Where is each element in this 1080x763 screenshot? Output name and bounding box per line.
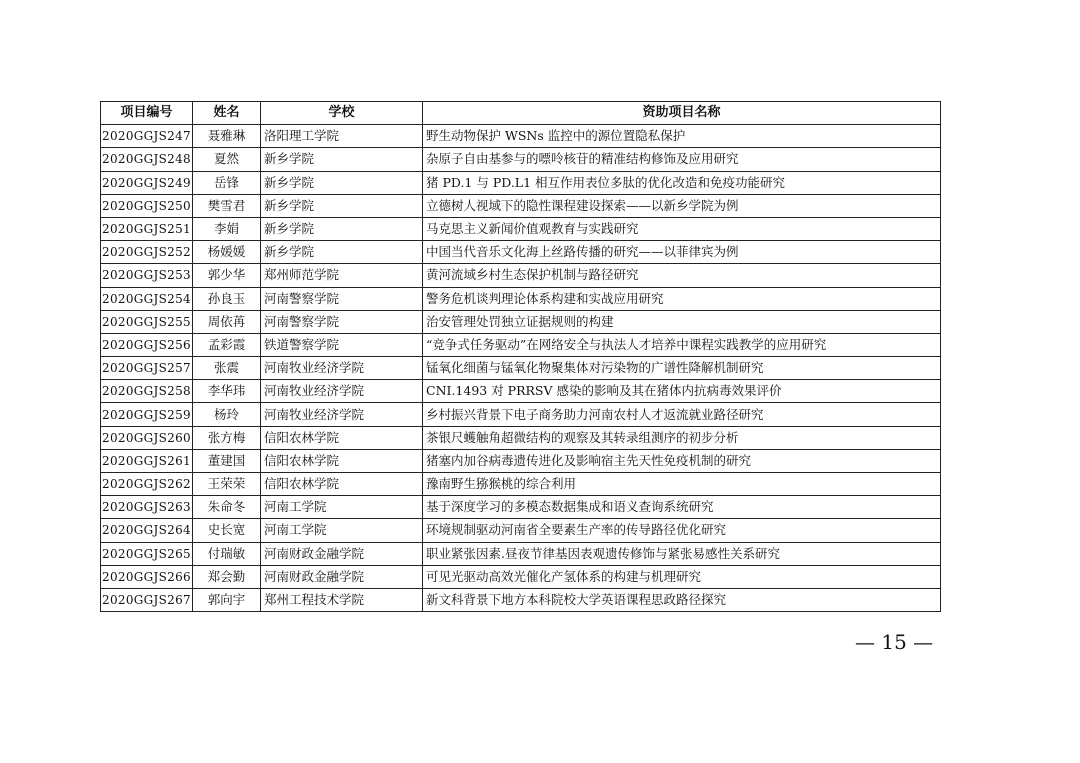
cell-project-title: 豫南野生猕猴桃的综合利用 <box>423 473 941 496</box>
cell-project-title: 猪 PD.1 与 PD.L1 相互作用表位多肽的优化改造和免疫功能研究 <box>423 171 941 194</box>
cell-school: 河南牧业经济学院 <box>261 357 423 380</box>
table-row <box>101 357 941 380</box>
cell-person-name: 夏然 <box>193 148 261 171</box>
cell-project-code: 2020GGJS252 <box>101 241 193 264</box>
cell-project-title: 黄河流域乡村生态保护机制与路径研究 <box>423 264 941 287</box>
cell-project-title: 猪塞内加谷病毒遗传进化及影响宿主先天性免疫机制的研究 <box>423 449 941 472</box>
cell-school: 河南工学院 <box>261 519 423 542</box>
table-row <box>101 148 941 171</box>
table-row <box>101 241 941 264</box>
cell-school: 新乡学院 <box>261 171 423 194</box>
cell-school: 新乡学院 <box>261 148 423 171</box>
cell-school: 郑州师范学院 <box>261 264 423 287</box>
cell-project-code: 2020GGJS265 <box>101 542 193 565</box>
cell-person-name: 董建国 <box>193 449 261 472</box>
cell-school: 新乡学院 <box>261 217 423 240</box>
table-row <box>101 310 941 333</box>
cell-project-code: 2020GGJS266 <box>101 565 193 588</box>
cell-project-code: 2020GGJS267 <box>101 588 193 611</box>
table-row <box>101 496 941 519</box>
cell-person-name: 杨媛媛 <box>193 241 261 264</box>
cell-project-title: 治安管理处罚独立证据规则的构建 <box>423 310 941 333</box>
header-title: 资助项目名称 <box>423 102 941 125</box>
cell-person-name: 郭向宇 <box>193 588 261 611</box>
table-row <box>101 449 941 472</box>
cell-project-code: 2020GGJS264 <box>101 519 193 542</box>
cell-project-code: 2020GGJS254 <box>101 287 193 310</box>
cell-project-code: 2020GGJS251 <box>101 217 193 240</box>
cell-person-name: 杨玲 <box>193 403 261 426</box>
cell-person-name: 张方梅 <box>193 426 261 449</box>
cell-person-name: 聂雅琳 <box>193 125 261 148</box>
cell-school: 河南工学院 <box>261 496 423 519</box>
table-row <box>101 217 941 240</box>
cell-school: 河南警察学院 <box>261 310 423 333</box>
table-row <box>101 473 941 496</box>
cell-project-title: 基于深度学习的多模态数据集成和语义查询系统研究 <box>423 496 941 519</box>
cell-person-name: 孟彩霞 <box>193 333 261 356</box>
table-row <box>101 426 941 449</box>
cell-person-name: 王荣荣 <box>193 473 261 496</box>
cell-person-name: 樊雪君 <box>193 194 261 217</box>
cell-project-title: “竞争式任务驱动”在网络安全与执法人才培养中课程实践教学的应用研究 <box>423 333 941 356</box>
cell-project-title: 警务危机谈判理论体系构建和实战应用研究 <box>423 287 941 310</box>
cell-project-code: 2020GGJS260 <box>101 426 193 449</box>
cell-project-code: 2020GGJS261 <box>101 449 193 472</box>
header-code: 项目编号 <box>101 102 193 125</box>
cell-school: 河南牧业经济学院 <box>261 403 423 426</box>
table-row <box>101 542 941 565</box>
table-row <box>101 565 941 588</box>
cell-project-title: 马克思主义新闻价值观教育与实践研究 <box>423 217 941 240</box>
page-number: — 15 — <box>855 630 934 654</box>
cell-project-code: 2020GGJS247 <box>101 125 193 148</box>
cell-school: 铁道警察学院 <box>261 333 423 356</box>
table-row <box>101 403 941 426</box>
cell-project-title: 可见光驱动高效光催化产氢体系的构建与机理研究 <box>423 565 941 588</box>
cell-project-code: 2020GGJS253 <box>101 264 193 287</box>
cell-project-title: 中国当代音乐文化海上丝路传播的研究——以菲律宾为例 <box>423 241 941 264</box>
cell-project-title: 乡村振兴背景下电子商务助力河南农村人才返流就业路径研究 <box>423 403 941 426</box>
cell-project-title: CNI.1493 对 PRRSV 感染的影响及其在猪体内抗病毒效果评价 <box>423 380 941 403</box>
cell-school: 信阳农林学院 <box>261 426 423 449</box>
cell-person-name: 张震 <box>193 357 261 380</box>
table-row <box>101 125 941 148</box>
cell-project-title: 职业紧张因素.昼夜节律基因表观遗传修饰与紧张易感性关系研究 <box>423 542 941 565</box>
table-row <box>101 519 941 542</box>
cell-project-title: 杂原子自由基参与的嘌呤核苷的精准结构修饰及应用研究 <box>423 148 941 171</box>
cell-project-title: 野生动物保护 WSNs 监控中的源位置隐私保护 <box>423 125 941 148</box>
table-row <box>101 588 941 611</box>
cell-person-name: 史长宽 <box>193 519 261 542</box>
cell-person-name: 郭少华 <box>193 264 261 287</box>
cell-person-name: 周依苒 <box>193 310 261 333</box>
cell-project-code: 2020GGJS249 <box>101 171 193 194</box>
cell-person-name: 孙良玉 <box>193 287 261 310</box>
cell-person-name: 李娟 <box>193 217 261 240</box>
header-name: 姓名 <box>193 102 261 125</box>
cell-project-title: 立德树人视域下的隐性课程建设探索——以新乡学院为例 <box>423 194 941 217</box>
projects-table <box>100 101 941 612</box>
cell-person-name: 付瑞敏 <box>193 542 261 565</box>
cell-person-name: 郑会勤 <box>193 565 261 588</box>
table-row <box>101 287 941 310</box>
cell-school: 河南财政金融学院 <box>261 565 423 588</box>
table-row <box>101 264 941 287</box>
cell-school: 河南警察学院 <box>261 287 423 310</box>
cell-project-code: 2020GGJS250 <box>101 194 193 217</box>
cell-school: 河南牧业经济学院 <box>261 380 423 403</box>
cell-project-code: 2020GGJS248 <box>101 148 193 171</box>
cell-project-code: 2020GGJS263 <box>101 496 193 519</box>
table-row <box>101 380 941 403</box>
table-row <box>101 171 941 194</box>
cell-person-name: 朱命冬 <box>193 496 261 519</box>
cell-school: 新乡学院 <box>261 241 423 264</box>
cell-project-title: 锰氧化细菌与锰氧化物聚集体对污染物的广谱性降解机制研究 <box>423 357 941 380</box>
cell-school: 信阳农林学院 <box>261 473 423 496</box>
cell-project-code: 2020GGJS258 <box>101 380 193 403</box>
table-body <box>101 125 941 612</box>
cell-project-title: 环境规制驱动河南省全要素生产率的传导路径优化研究 <box>423 519 941 542</box>
cell-project-code: 2020GGJS256 <box>101 333 193 356</box>
cell-project-title: 新文科背景下地方本科院校大学英语课程思政路径探究 <box>423 588 941 611</box>
cell-school: 信阳农林学院 <box>261 449 423 472</box>
header-school: 学校 <box>261 102 423 125</box>
cell-school: 新乡学院 <box>261 194 423 217</box>
cell-project-code: 2020GGJS259 <box>101 403 193 426</box>
cell-person-name: 李华玮 <box>193 380 261 403</box>
cell-school: 河南财政金融学院 <box>261 542 423 565</box>
table-row <box>101 333 941 356</box>
table-row <box>101 194 941 217</box>
cell-school: 郑州工程技术学院 <box>261 588 423 611</box>
table-header-row <box>101 102 941 125</box>
cell-person-name: 岳锋 <box>193 171 261 194</box>
cell-project-code: 2020GGJS262 <box>101 473 193 496</box>
cell-project-code: 2020GGJS257 <box>101 357 193 380</box>
cell-project-title: 茶银尺蠖触角超微结构的观察及其转录组测序的初步分析 <box>423 426 941 449</box>
cell-school: 洛阳理工学院 <box>261 125 423 148</box>
cell-project-code: 2020GGJS255 <box>101 310 193 333</box>
